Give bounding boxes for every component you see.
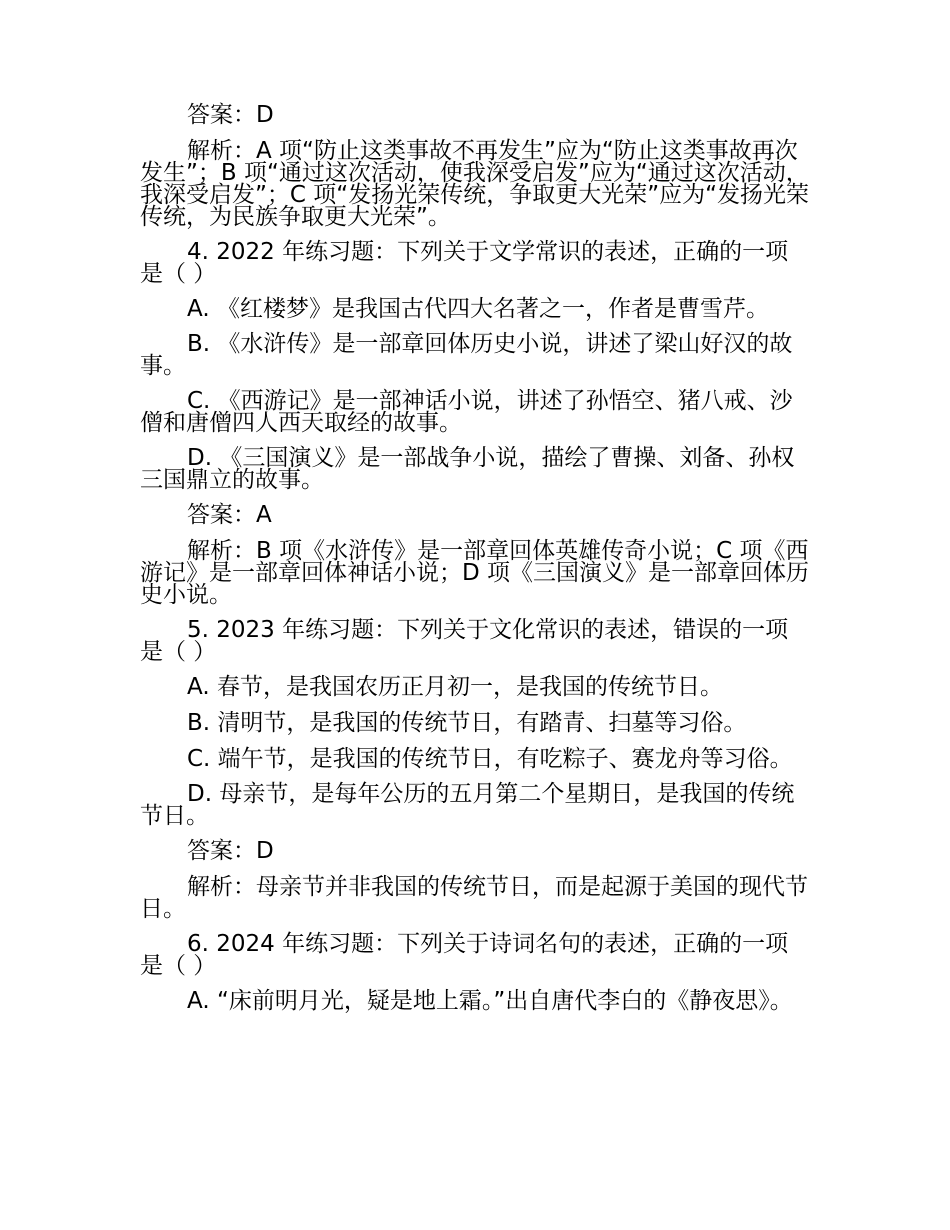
question-5-option-b: B. 清明节，是我国的传统节日，有踏青、扫墓等习俗。 <box>187 710 747 736</box>
question-5-option-c: C. 端午节，是我国的传统节日，有吃粽子、赛龙舟等习俗。 <box>187 746 793 772</box>
question-5-option-d: D. 母亲节，是每年公历的五月第二个星期日，是我国的传统节日。 <box>140 781 795 829</box>
question-4: 4. 2022 年练习题：下列关于文学常识的表述，正确的一项是（ ） <box>140 239 789 287</box>
question-4-option-d: D. 《三国演义》是一部战争小说，描绘了曹操、刘备、孙权三国鼎立的故事。 <box>140 445 795 493</box>
question-4-option-c: C. 《西游记》是一部神话小说，讲述了孙悟空、猪八戒、沙僧和唐僧四人西天取经的故事。 <box>140 388 793 436</box>
explanation-4: 解析：B 项《水浒传》是一部章回体英雄传奇小说；C 项《西游记》是一部章回体神话小说；D 项《三国演义》是一部章回体历史小说。 <box>140 538 810 608</box>
answer-4: 答案：A <box>187 502 272 528</box>
question-4-option-b: B. 《水浒传》是一部章回体历史小说，讲述了梁山好汉的故事。 <box>140 331 793 379</box>
explanation-3: 解析：A 项“防止这类事故不再发生”应为“防止这类事故再次发生”；B 项“通过这次活动，使我深受启发”应为“通过这次活动，我深受启发”；C 项“发扬光荣传统，争取更大光荣”应为“发扬光荣传统，为民族争取更大光荣”。 <box>140 138 810 230</box>
question-6: 6. 2024 年练习题：下列关于诗词名句的表述，正确的一项是（ ） <box>140 931 789 979</box>
document-page <box>140 104 810 1025</box>
answer-5: 答案：D <box>187 838 274 864</box>
question-6-option-a: A. “床前明月光，疑是地上霜。”出自唐代李白的《静夜思》。 <box>187 988 793 1014</box>
answer-3: 答案：D <box>187 102 274 128</box>
explanation-5: 解析：母亲节并非我国的传统节日，而是起源于美国的现代节日。 <box>140 874 808 922</box>
question-5: 5. 2023 年练习题：下列关于文化常识的表述，错误的一项是（ ） <box>140 617 789 665</box>
question-5-option-a: A. 春节，是我国农历正月初一，是我国的传统节日。 <box>187 674 723 700</box>
question-4-option-a: A. 《红楼梦》是我国古代四大名著之一，作者是曹雪芹。 <box>187 296 769 322</box>
